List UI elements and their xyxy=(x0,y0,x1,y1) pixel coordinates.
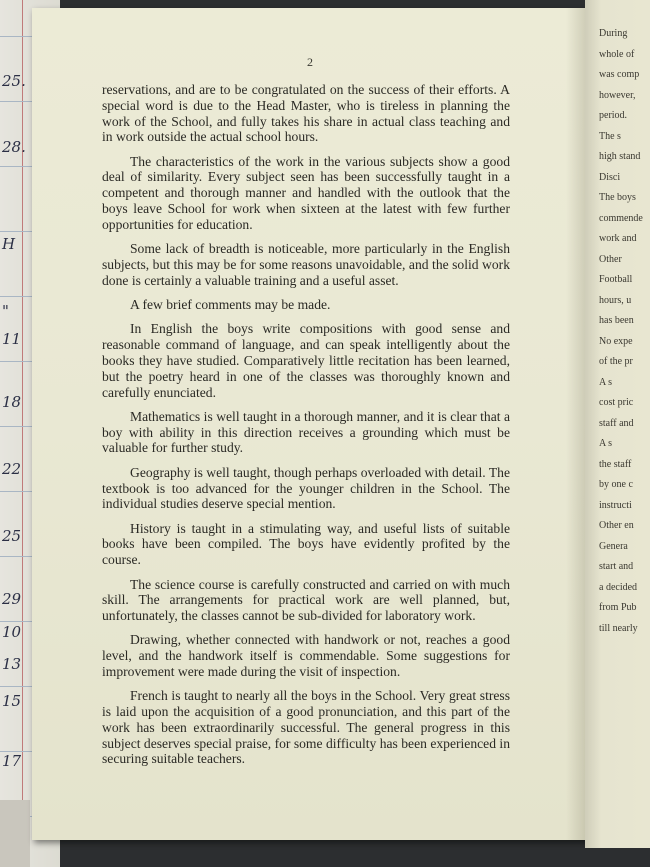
facing-page-fragment: staff and xyxy=(599,417,634,429)
ledger-mark: 10 xyxy=(2,623,22,641)
facing-page-fragment: of the pr xyxy=(599,356,633,367)
facing-page-fragment: A s xyxy=(599,438,613,449)
ledger-mark: 18 xyxy=(2,393,22,411)
paragraph: French is taught to nearly all the boys in the School. Very great stress is laid upon the acquisition of a good pronunciation, and this part of the work has been extraordinarily successful. The general progress in this subject deserves special praise, for some difficulty has been experienced in securing suitable teachers. xyxy=(102,688,510,767)
page-number: 2 xyxy=(307,55,313,69)
ledger-mark: 17 xyxy=(2,752,22,770)
facing-page-fragment: Other en xyxy=(599,520,634,531)
ledger-mark: 25. xyxy=(2,72,26,90)
ledger-mark: 22 xyxy=(2,460,22,478)
paragraph: Some lack of breadth is noticeable, more particularly in the English subjects, but this may be for some reasons unavoidable, and the solid work done is certainly a valuable training and a useful asset. xyxy=(102,241,510,288)
paragraph: Geography is well taught, though perhaps overloaded with detail. The textbook is too advanced for the younger children in the School. The individual studies deserve special mention. xyxy=(102,464,510,512)
ledger-mark: H xyxy=(2,235,16,253)
facing-page xyxy=(585,0,650,848)
facing-page-fragment: from Pub xyxy=(599,602,637,613)
page-body xyxy=(102,82,510,776)
facing-page-fragment: No expe xyxy=(599,335,633,347)
facing-page-fragment: work and xyxy=(599,233,637,244)
paragraph: The science course is carefully constructed and carried on with much skill. The arrangements for practical work are well planned, but, unfortunately, the classes cannot be sub-divided for laboratory work. xyxy=(102,576,510,624)
facing-page-fragment: instructi xyxy=(599,499,632,511)
ledger-mark: 25 xyxy=(2,527,22,545)
facing-page-fragment: The boys xyxy=(599,192,636,203)
paragraph: reservations, and are to be congratulated on the success of their efforts. A special word is due to the Head Master, who is tireless in planning the work of the School, and fully takes his share in actual class teaching and in work outside the actual school hours. xyxy=(102,82,510,145)
facing-page-fragment: period. xyxy=(599,110,628,121)
paragraph: In English the boys write compositions with good sense and reasonable command of language, and can speak intelligently about the books they have studied. Comparatively little recitation has been learned, but the poetry heard in one of the classes was thoroughly known and carefully enunciated. xyxy=(102,321,510,400)
facing-page-fragment: commende xyxy=(599,212,643,224)
facing-page-fragment: cost pric xyxy=(599,397,634,408)
ledger-mark: 29 xyxy=(2,590,22,608)
ledger-mark: 28. xyxy=(2,138,26,156)
paragraph: Mathematics is well taught in a thorough manner, and it is clear that a boy with ability in this direction receives a grounding which must be valuable for further study. xyxy=(102,408,510,456)
ledger-mark: 13 xyxy=(2,655,22,673)
facing-page-fragment: a decided xyxy=(599,581,638,593)
facing-page-fragment: Football xyxy=(599,274,633,285)
facing-page-fragment: was comp xyxy=(599,69,640,80)
ledger-mark: 15 xyxy=(2,692,22,710)
facing-page-fragment: by one c xyxy=(599,479,633,490)
facing-page-fragment: A s xyxy=(599,376,613,388)
paragraph: History is taught in a stimulating way, and useful lists of suitable books have been compiled. The boys have evidently profited by the course. xyxy=(102,520,510,568)
facing-page-fragment: Other xyxy=(599,253,622,265)
facing-page-fragment: whole of xyxy=(599,48,635,60)
ledger-margin-rule xyxy=(22,0,23,867)
facing-page-fragment: During xyxy=(599,28,628,39)
facing-page-fragment: high stand xyxy=(599,151,641,162)
facing-page-fragment: Disci xyxy=(599,171,621,183)
facing-page-fragment: start and xyxy=(599,561,634,572)
facing-page-fragment: however, xyxy=(599,89,636,101)
facing-page-fragment: hours, u xyxy=(599,294,632,306)
ledger-bottom-tab xyxy=(0,800,30,867)
paragraph: A few brief comments may be made. xyxy=(130,297,331,313)
facing-page-fragment: the staff xyxy=(599,458,632,470)
paragraph: The characteristics of the work in the various subjects show a good deal of similarity. Every subject seen has been successfully taught in a competent and thorough manner and handled with the outlook that the boys leave School for work when sixteen at the latest with few further opportunities for education. xyxy=(102,153,510,232)
ledger-mark: " xyxy=(2,302,9,320)
document-page xyxy=(32,8,588,840)
facing-page-fragment: till nearly xyxy=(599,622,638,634)
facing-page-fragment: The s xyxy=(599,130,621,142)
facing-page-fragment: has been xyxy=(599,315,634,326)
ledger-mark: 11 xyxy=(2,330,22,348)
paragraph: Drawing, whether connected with handwork or not, reaches a good level, and the handwork itself is commendable. Some suggestions for improvement were made during the visit of inspection. xyxy=(102,632,510,679)
facing-page-fragment: Genera xyxy=(599,540,628,552)
